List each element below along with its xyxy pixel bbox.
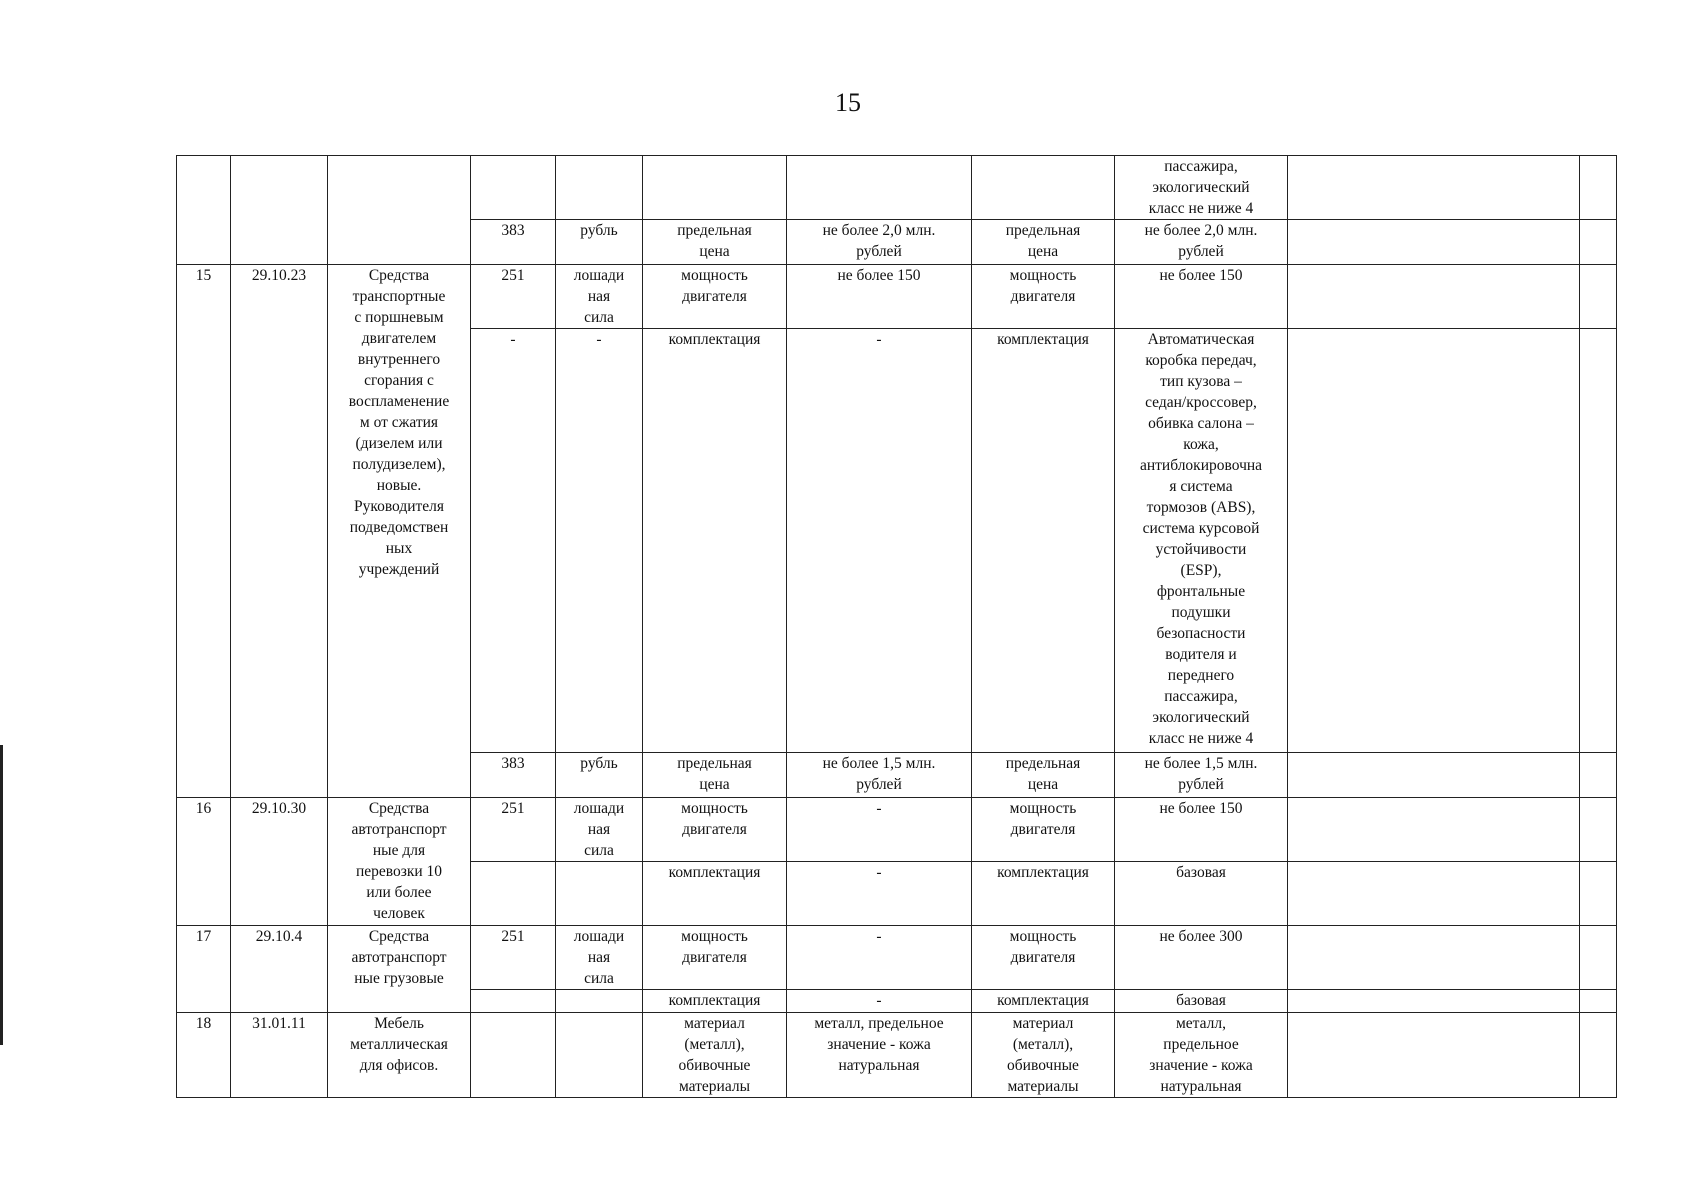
- okpd-code: 29.10.23: [251, 267, 307, 284]
- unit-name-cell: [556, 265, 643, 329]
- row-number: 17: [195, 928, 212, 945]
- spec-text: пассажира, экологический класс не ниже 4: [1148, 158, 1254, 217]
- value-cell: [1115, 1013, 1288, 1098]
- table-row: [177, 926, 1617, 990]
- unit-code-cell: [471, 753, 556, 798]
- characteristic: комплектация: [997, 331, 1089, 348]
- okpd-cell: [231, 265, 328, 798]
- value: Автоматическая коробка передач, тип кузова – седан/кроссовер, обивка салона – кожа, антиблокировочна я система тормозов (ABS), система курсовой устойчивости (ESP), фронтальные подушки безопасности водителя и переднего пассажира, экологический класс не ниже 4: [1139, 331, 1263, 747]
- row-number-cell: [177, 265, 231, 798]
- unit-code: 251: [501, 267, 525, 284]
- value-cell: [787, 220, 972, 265]
- value-cell: [1115, 798, 1288, 862]
- value: -: [876, 800, 882, 817]
- row-number: 16: [195, 800, 212, 817]
- okpd-code: 29.10.4: [255, 928, 303, 945]
- empty-cell: [1580, 1013, 1617, 1098]
- item-name-cell: [328, 926, 471, 1013]
- unit-name: рубль: [580, 222, 618, 239]
- value: не более 1,5 млн. рублей: [822, 755, 936, 793]
- item-name: Средства автотранспорт ные грузовые: [351, 928, 447, 987]
- item-name: Средства транспортные с поршневым двигателем внутреннего сгорания с воспламенение м от сжатия (дизелем или полудизелем), новые. Руководителя подведомствен ных учреждений: [348, 267, 450, 578]
- value-cell: [1115, 926, 1288, 990]
- value-cell: [1115, 990, 1288, 1013]
- characteristic-cell: [972, 1013, 1115, 1098]
- value: не более 150: [837, 267, 921, 284]
- unit-name-cell: [556, 862, 643, 926]
- value: металл, предельное значение - кожа натуральная: [1149, 1015, 1253, 1095]
- empty-cell: [1288, 220, 1580, 265]
- value: не более 150: [1159, 267, 1243, 284]
- characteristic: мощность двигателя: [1009, 928, 1077, 966]
- value-cell: [787, 156, 972, 220]
- table-row: [177, 265, 1617, 329]
- characteristic-cell: [643, 1013, 787, 1098]
- characteristic: предельная цена: [1005, 755, 1081, 793]
- value-cell: [787, 990, 972, 1013]
- characteristic: мощность двигателя: [1009, 267, 1077, 305]
- okpd-code: 31.01.11: [252, 1015, 306, 1032]
- value: не более 1,5 млн. рублей: [1144, 755, 1258, 793]
- row-number-cell: [177, 156, 231, 265]
- characteristic-cell: [643, 156, 787, 220]
- characteristic: комплектация: [668, 992, 761, 1009]
- value: не более 2,0 млн. рублей: [1144, 222, 1258, 260]
- characteristic: комплектация: [668, 864, 761, 881]
- unit-name-cell: [556, 156, 643, 220]
- empty-cell: [1288, 926, 1580, 990]
- value-cell: [1115, 862, 1288, 926]
- row-number-cell: [177, 926, 231, 1013]
- item-name: Мебель металлическая для офисов.: [350, 1015, 448, 1074]
- unit-name-cell: [556, 220, 643, 265]
- characteristic: предельная цена: [677, 222, 752, 260]
- okpd-cell: [231, 156, 328, 265]
- characteristic: мощность двигателя: [1009, 800, 1077, 838]
- unit-name-cell: [556, 990, 643, 1013]
- value: -: [876, 928, 882, 945]
- empty-cell: [1580, 798, 1617, 862]
- value: металл, предельное значение - кожа натуральная: [814, 1015, 944, 1074]
- characteristic: комплектация: [997, 992, 1089, 1009]
- requirements-table: [176, 155, 1617, 1098]
- empty-cell: [1288, 329, 1580, 753]
- unit-code-cell: [471, 265, 556, 329]
- table-row: [177, 156, 1617, 220]
- characteristic-cell: [972, 862, 1115, 926]
- characteristic-cell: [972, 265, 1115, 329]
- unit-name-cell: [556, 329, 643, 753]
- empty-cell: [1580, 220, 1617, 265]
- value-cell: [787, 1013, 972, 1098]
- empty-cell: [1288, 156, 1580, 220]
- characteristic-cell: [643, 862, 787, 926]
- characteristic: комплектация: [997, 864, 1089, 881]
- empty-cell: [1288, 990, 1580, 1013]
- empty-cell: [1580, 926, 1617, 990]
- characteristic: мощность двигателя: [681, 928, 748, 966]
- value-cell: [1115, 753, 1288, 798]
- empty-cell: [1580, 862, 1617, 926]
- value-cell: [787, 798, 972, 862]
- value: не более 2,0 млн. рублей: [822, 222, 936, 260]
- unit-code-cell: [471, 1013, 556, 1098]
- item-name-cell: [328, 156, 471, 265]
- value-cell: [1115, 220, 1288, 265]
- characteristic-cell: [972, 990, 1115, 1013]
- characteristic-cell: [972, 753, 1115, 798]
- empty-cell: [1580, 329, 1617, 753]
- item-name-cell: [328, 265, 471, 798]
- unit-code: 251: [501, 928, 525, 945]
- characteristic: мощность двигателя: [681, 800, 748, 838]
- characteristic-cell: [972, 798, 1115, 862]
- characteristic-cell: [643, 926, 787, 990]
- row-number-cell: [177, 798, 231, 926]
- characteristic: предельная цена: [1005, 222, 1081, 260]
- unit-code-cell: [471, 220, 556, 265]
- characteristic-cell: [643, 265, 787, 329]
- characteristic-cell: [643, 220, 787, 265]
- item-name-cell: [328, 798, 471, 926]
- unit-code-cell: [471, 798, 556, 862]
- characteristic: мощность двигателя: [681, 267, 748, 305]
- unit-code-cell: [471, 862, 556, 926]
- unit-code-cell: [471, 990, 556, 1013]
- characteristic-cell: [972, 220, 1115, 265]
- empty-cell: [1580, 265, 1617, 329]
- item-name: Средства автотранспорт ные для перевозки 10 или более человек: [351, 800, 447, 922]
- okpd-cell: [231, 926, 328, 1013]
- page-number: 15: [835, 88, 861, 117]
- value: не более 150: [1159, 800, 1243, 817]
- item-name-cell: [328, 1013, 471, 1098]
- unit-name-cell: [556, 798, 643, 862]
- characteristic-cell: [643, 990, 787, 1013]
- row-number: 15: [195, 267, 212, 284]
- unit-name: лошади ная сила: [573, 267, 625, 326]
- empty-cell: [1288, 862, 1580, 926]
- empty-cell: [1580, 990, 1617, 1013]
- value-cell: [787, 862, 972, 926]
- characteristic: комплектация: [668, 331, 761, 348]
- characteristic-cell: [643, 798, 787, 862]
- value: -: [876, 992, 882, 1009]
- unit-code-cell: [471, 156, 556, 220]
- unit-code: 251: [501, 800, 525, 817]
- unit-name: лошади ная сила: [573, 800, 625, 859]
- value-cell: [1115, 156, 1288, 220]
- characteristic-cell: [972, 329, 1115, 753]
- unit-code-cell: [471, 926, 556, 990]
- table-row: [177, 1013, 1617, 1098]
- unit-code: 383: [501, 222, 525, 239]
- empty-cell: [1288, 798, 1580, 862]
- row-number-cell: [177, 1013, 231, 1098]
- okpd-cell: [231, 798, 328, 926]
- okpd-cell: [231, 1013, 328, 1098]
- characteristic: материал (металл), обивочные материалы: [1007, 1015, 1079, 1095]
- characteristic-cell: [643, 753, 787, 798]
- unit-name: лошади ная сила: [573, 928, 625, 987]
- okpd-code: 29.10.30: [251, 800, 307, 817]
- row-number: 18: [195, 1015, 212, 1032]
- value-cell: [787, 265, 972, 329]
- value: не более 300: [1159, 928, 1243, 945]
- characteristic: материал (металл), обивочные материалы: [678, 1015, 751, 1095]
- empty-cell: [1580, 753, 1617, 798]
- scan-edge-mark: [0, 745, 3, 1045]
- unit-name-cell: [556, 926, 643, 990]
- value: -: [876, 864, 882, 881]
- value-cell: [787, 926, 972, 990]
- unit-name-cell: [556, 753, 643, 798]
- characteristic-cell: [643, 329, 787, 753]
- unit-code: -: [510, 331, 516, 348]
- unit-code: 383: [501, 755, 525, 772]
- value-cell: [1115, 329, 1288, 753]
- value-cell: [1115, 265, 1288, 329]
- unit-name: рубль: [580, 755, 618, 772]
- characteristic-cell: [972, 926, 1115, 990]
- characteristic-cell: [972, 156, 1115, 220]
- value-cell: [787, 753, 972, 798]
- value: -: [876, 331, 882, 348]
- empty-cell: [1580, 156, 1617, 220]
- empty-cell: [1288, 265, 1580, 329]
- empty-cell: [1288, 753, 1580, 798]
- table-row: [177, 798, 1617, 862]
- value: базовая: [1176, 992, 1226, 1009]
- unit-name: -: [596, 331, 602, 348]
- value: базовая: [1176, 864, 1226, 881]
- value-cell: [787, 329, 972, 753]
- unit-name-cell: [556, 1013, 643, 1098]
- unit-code-cell: [471, 329, 556, 753]
- characteristic: предельная цена: [677, 755, 752, 793]
- empty-cell: [1288, 1013, 1580, 1098]
